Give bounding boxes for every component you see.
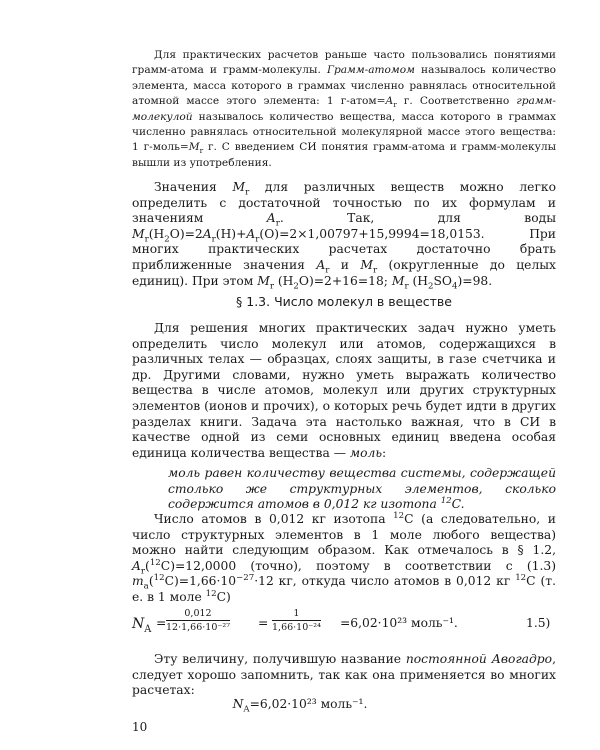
text: . Так, для воды: [279, 211, 556, 226]
symbol-M: M: [232, 180, 246, 194]
text: :: [382, 445, 387, 460]
subscript: r: [255, 234, 260, 245]
text: называлось количество элемента, масса которого в граммах численно равнялась относительной атомной массе этого элемента: 1 г-атом=: [132, 64, 556, 108]
text: C.: [451, 497, 465, 512]
avogadro-value: [0, 697, 600, 715]
text: г. С введением СИ понятия грамм-атома и грамм-молекулы вышли из употребления.: [132, 141, 557, 169]
symbol-M: M: [132, 226, 145, 241]
text: C)=1,66·10: [164, 574, 237, 589]
subscript: A: [144, 623, 152, 635]
paragraph-atom-count: [132, 512, 556, 606]
superscript: 12: [393, 510, 405, 521]
text: (H)+: [215, 226, 247, 241]
subscript: r: [245, 187, 250, 198]
text: Для практических расчетов раньше часто пользовались понятиями грамм-атома и грамм-молекулы.: [132, 49, 556, 77]
text: Значения: [154, 180, 233, 194]
subscript: r: [211, 234, 216, 245]
text: Для решения многих практических задач нужно уметь определить число молекул или атомов, содержащихся в различных телах — образцах, слоях защиты, в газе счетчика и др. Другими словами, нужно уметь выражать количество вещества в числе атомов, молекул или других структурных элементов (ионов и прочих), о которых речь будет идти в других разделах книги. Задача эта настолько важная, что в СИ в качестве одной из семи основных единиц введена особая единица количества вещества —: [132, 321, 556, 460]
fraction-denominator: 1,66·10⁻²⁴: [272, 622, 321, 633]
paragraph-number-of-molecules: [132, 321, 556, 461]
paragraph-avogadro: [132, 652, 556, 699]
term-gram-molecule: грамм-молекулой: [132, 95, 556, 123]
term-mol: моль: [349, 445, 383, 460]
symbol-M: M: [188, 141, 200, 154]
paragraph-molar-values: [132, 180, 556, 292]
superscript: 12: [440, 496, 452, 507]
subscript: 4: [452, 281, 458, 292]
symbol-N: N: [132, 616, 145, 632]
text: Число атомов в 0,012 кг изотопа: [154, 512, 394, 526]
mol-definition: [168, 466, 556, 513]
subscript: a: [143, 581, 149, 592]
text: для различных веществ можно легко определить с достаточной точностью по их формулам и значениям: [132, 180, 556, 226]
subscript: r: [269, 281, 274, 292]
symbol-A: A: [132, 558, 141, 573]
subscript: A: [243, 704, 250, 715]
symbol-A: A: [266, 211, 276, 226]
text: (H: [148, 226, 165, 241]
subscript: 2: [428, 281, 434, 292]
text: SO: [433, 273, 452, 288]
fraction-numerator: 0,012: [166, 608, 230, 621]
term-gram-atom: Грамм-атомом: [326, 64, 415, 77]
subscript: r: [275, 218, 280, 229]
text: =6,02·10²³ моль⁻¹.: [249, 697, 368, 711]
equals-sign: =: [156, 616, 167, 630]
formula-result: =6,02·10²³ моль⁻¹.: [340, 616, 458, 630]
text: Эту величину, получившую название: [154, 652, 406, 666]
text: и: [329, 257, 361, 272]
formula-lhs: [132, 616, 152, 635]
equals-sign: =: [258, 616, 269, 630]
equation-number: 1.5): [526, 616, 551, 630]
subscript: r: [404, 281, 409, 292]
symbol-M: M: [391, 273, 405, 288]
superscript: −27: [236, 573, 255, 584]
superscript: 12: [149, 557, 161, 568]
text: )=98.: [457, 273, 493, 288]
text: г. Соответственно: [396, 95, 517, 108]
symbol-A: A: [202, 226, 212, 241]
subscript: 2: [164, 234, 170, 245]
page-number: 10: [132, 720, 148, 734]
subscript: r: [393, 100, 397, 110]
symbol-A: A: [246, 226, 256, 241]
subscript: r: [372, 265, 378, 276]
avogadro-formula: [132, 604, 556, 644]
text: , следует хорошо запомнить, так как она применяется во многих расчетах:: [132, 652, 556, 698]
text: (H: [273, 273, 294, 288]
text: O)=2+16=18;: [298, 273, 392, 288]
subscript: 2: [293, 281, 299, 292]
text: (H: [408, 273, 428, 288]
text: (: [145, 558, 150, 573]
text: (: [148, 574, 154, 589]
text: (O)=2×1,00797+15,9994=18,0153. При многих практических расчетах достаточно брать приближенные значения: [132, 226, 556, 272]
subscript: r: [199, 146, 204, 156]
fraction-denominator: 12·1,66·10⁻²⁷: [166, 622, 230, 633]
section-heading: § 1.3. Число молекул в веществе: [236, 294, 452, 309]
superscript: 12: [205, 588, 217, 599]
subscript: r: [325, 265, 330, 276]
text: C)=12,0000 (точно), поэтому в соответствии с (1.3): [160, 558, 556, 573]
symbol-M: M: [360, 257, 373, 272]
text: моль равен количеству вещества системы, содержащей столько же структурных элементов, сколько содержится атомов в 0,012 кг изотопа: [168, 466, 556, 512]
symbol-A: A: [385, 95, 394, 108]
symbol-N: N: [232, 697, 244, 711]
text: ·12 кг, откуда число атомов в 0,012 кг: [254, 574, 516, 589]
text: (округленные до целых единиц). При этом: [132, 257, 556, 288]
symbol-m: m: [132, 574, 144, 589]
fraction-1: [166, 608, 230, 633]
text: C (а следовательно, и число структурных элементов в 1 моле любого вещества) можно найти следующим образом. Как отмечалось в § 1.2,: [132, 512, 556, 558]
fraction-2: [272, 608, 321, 633]
subscript: r: [144, 234, 149, 245]
term-avogadro-constant: постоянной Авогадро: [405, 652, 553, 666]
symbol-A: A: [316, 257, 326, 272]
text: O)=2: [169, 226, 203, 241]
text: C): [216, 589, 231, 604]
small-print-paragraph: [132, 48, 556, 171]
superscript: 12: [515, 573, 527, 584]
fraction-numerator: 1: [272, 608, 321, 621]
superscript: 12: [153, 573, 165, 584]
text: C (т. е. в 1 моле: [132, 574, 556, 604]
subscript: r: [140, 566, 146, 577]
symbol-M: M: [257, 273, 270, 288]
text: называлось количество вещества, масса которого в граммах численно равнялась относительной молекулярной массе этого вещества: 1 г-моль=: [132, 110, 556, 154]
